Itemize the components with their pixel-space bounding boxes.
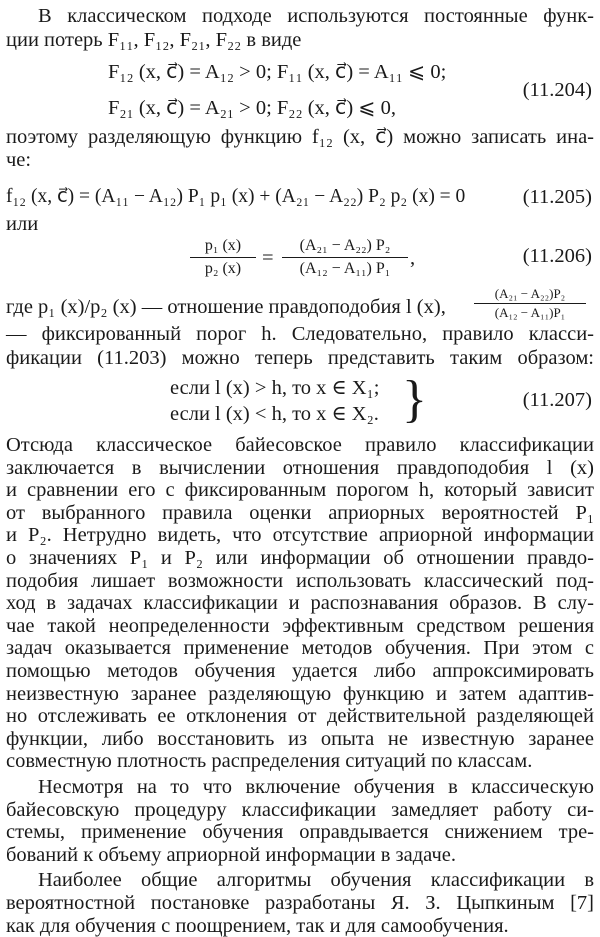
fraction-bar xyxy=(282,257,408,258)
text-line: неизвестную заранее разделяющую функцию и затем адаптив- xyxy=(6,682,594,705)
right-brace: } xyxy=(402,371,427,428)
text-line: Наиболее общие алгоритмы обучения классификации в xyxy=(38,869,594,892)
text-line: где p₁ (x)/p₂ (x) — отношение правдоподобия l (x), xyxy=(6,296,446,318)
text-line: вероятностной постановке разработаны Я. З. Цыпкиным [7] xyxy=(6,892,594,914)
text-line: ции потерь F₁₁, F₁₂, F₂₁, F₂₂ в виде xyxy=(6,29,302,51)
equation-11-205: f₁₂ (x, c⃗) = (A₁₁ − A₁₂) P₁ p₁ (x) + (A₂₁ − A₂₂) P₂ p₂ (x) = 0 xyxy=(6,186,466,207)
fraction-numerator: (A₂₁ − A₂₂)P₂ xyxy=(494,286,566,301)
fraction-threshold xyxy=(282,236,408,279)
fraction-denominator: p₂ (x) xyxy=(204,260,242,277)
equation-number: (11.206) xyxy=(522,245,592,267)
text-line: задач оказывается применение методов обучения. При этом с xyxy=(6,637,594,660)
text-line: — фиксированный порог h. Следовательно, правило класси- xyxy=(6,323,594,345)
fraction-numerator: (A₂₁ − A₂₂) P₂ xyxy=(299,237,391,254)
fraction-denominator: (A₁₂ − A₁₁) P₁ xyxy=(299,260,391,277)
text-line: чае такой неопределенности эффективным средством решения xyxy=(6,614,594,637)
fraction-denominator: (A₁₂ − A₁₁)P₁ xyxy=(494,305,566,320)
text-line: помощью методов обучения удается либо аппроксимировать xyxy=(6,660,594,682)
equation-number: (11.205) xyxy=(522,186,592,208)
comma: , xyxy=(410,247,416,269)
text-line: Отсюда классическое байесовское правило классификации xyxy=(6,434,594,456)
text-line: как для обучения с поощрением, так и для самообучения. xyxy=(6,914,509,937)
text-line: подобия лишает возможности использовать классический под- xyxy=(6,569,594,592)
text-line: и P₂. Нетрудно видеть, что отсутствие априорной информации xyxy=(6,524,594,547)
fraction-likelihood-ratio xyxy=(190,236,256,279)
text-line: функции, либо восстановить из опыта не известную заранее xyxy=(6,727,594,750)
inline-fraction xyxy=(474,286,586,321)
equation-11-204-line-2: F₂₁ (x, c⃗) = A₂₁ > 0; F₂₂ (x, c⃗) ⩽ 0, xyxy=(108,97,396,119)
fraction-bar xyxy=(474,303,586,304)
equation-11-207-line-1: если l (x) > h, то x ∈ X₁; xyxy=(170,377,380,399)
text-line: ход в задачах классификации и распознавания образов. В слу- xyxy=(6,592,594,615)
text-line: бований к объему априорной информации в задаче. xyxy=(6,843,456,866)
text-line: от выбранного правила оценки априорных вероятностей P₁ xyxy=(6,501,594,524)
text-line: или xyxy=(6,213,39,235)
equation-number: (11.207) xyxy=(522,389,592,411)
text-line: совместную плотность распределения ситуаций по классам. xyxy=(6,750,533,773)
text-line: поэтому разделяющую функцию f₁₂ (x, c⃗) можно записать ина- xyxy=(6,126,594,148)
text-line: байесовскую процедуру классификации замедляет работу си- xyxy=(6,798,594,821)
equation-11-204-line-1: F₁₂ (x, c⃗) = A₁₂ > 0; F₁₁ (x, c⃗) = A₁₁ ⩽ 0; xyxy=(108,61,447,83)
equation-number: (11.204) xyxy=(522,79,592,101)
text-line: о значениях P₁ и P₂ или информации об отношении правдо- xyxy=(6,547,594,569)
text-line: и сравнении его с фиксированным порогом h, который зависит xyxy=(6,479,594,502)
text-line: В классическом подходе используются постоянные функ- xyxy=(38,5,594,27)
text-line: но отслеживать ее отклонения от действительной разделяющей xyxy=(6,705,594,728)
text-line: фикации (11.203) можно теперь представить таким образом: xyxy=(6,347,594,369)
text-line: че: xyxy=(6,149,32,171)
text-line: заключается в вычислении отношения правдоподобия l (x) xyxy=(6,456,594,479)
equals-sign: = xyxy=(262,247,274,269)
text-line: Несмотря на то что включение обучения в классическую xyxy=(38,776,594,798)
fraction-bar xyxy=(190,257,256,258)
equation-11-207-line-2: если l (x) < h, то x ∈ X₂. xyxy=(170,403,379,425)
fraction-numerator: p₁ (x) xyxy=(204,237,242,254)
text-line: стемы, применение обучения оправдывается снижением тре- xyxy=(6,821,594,844)
